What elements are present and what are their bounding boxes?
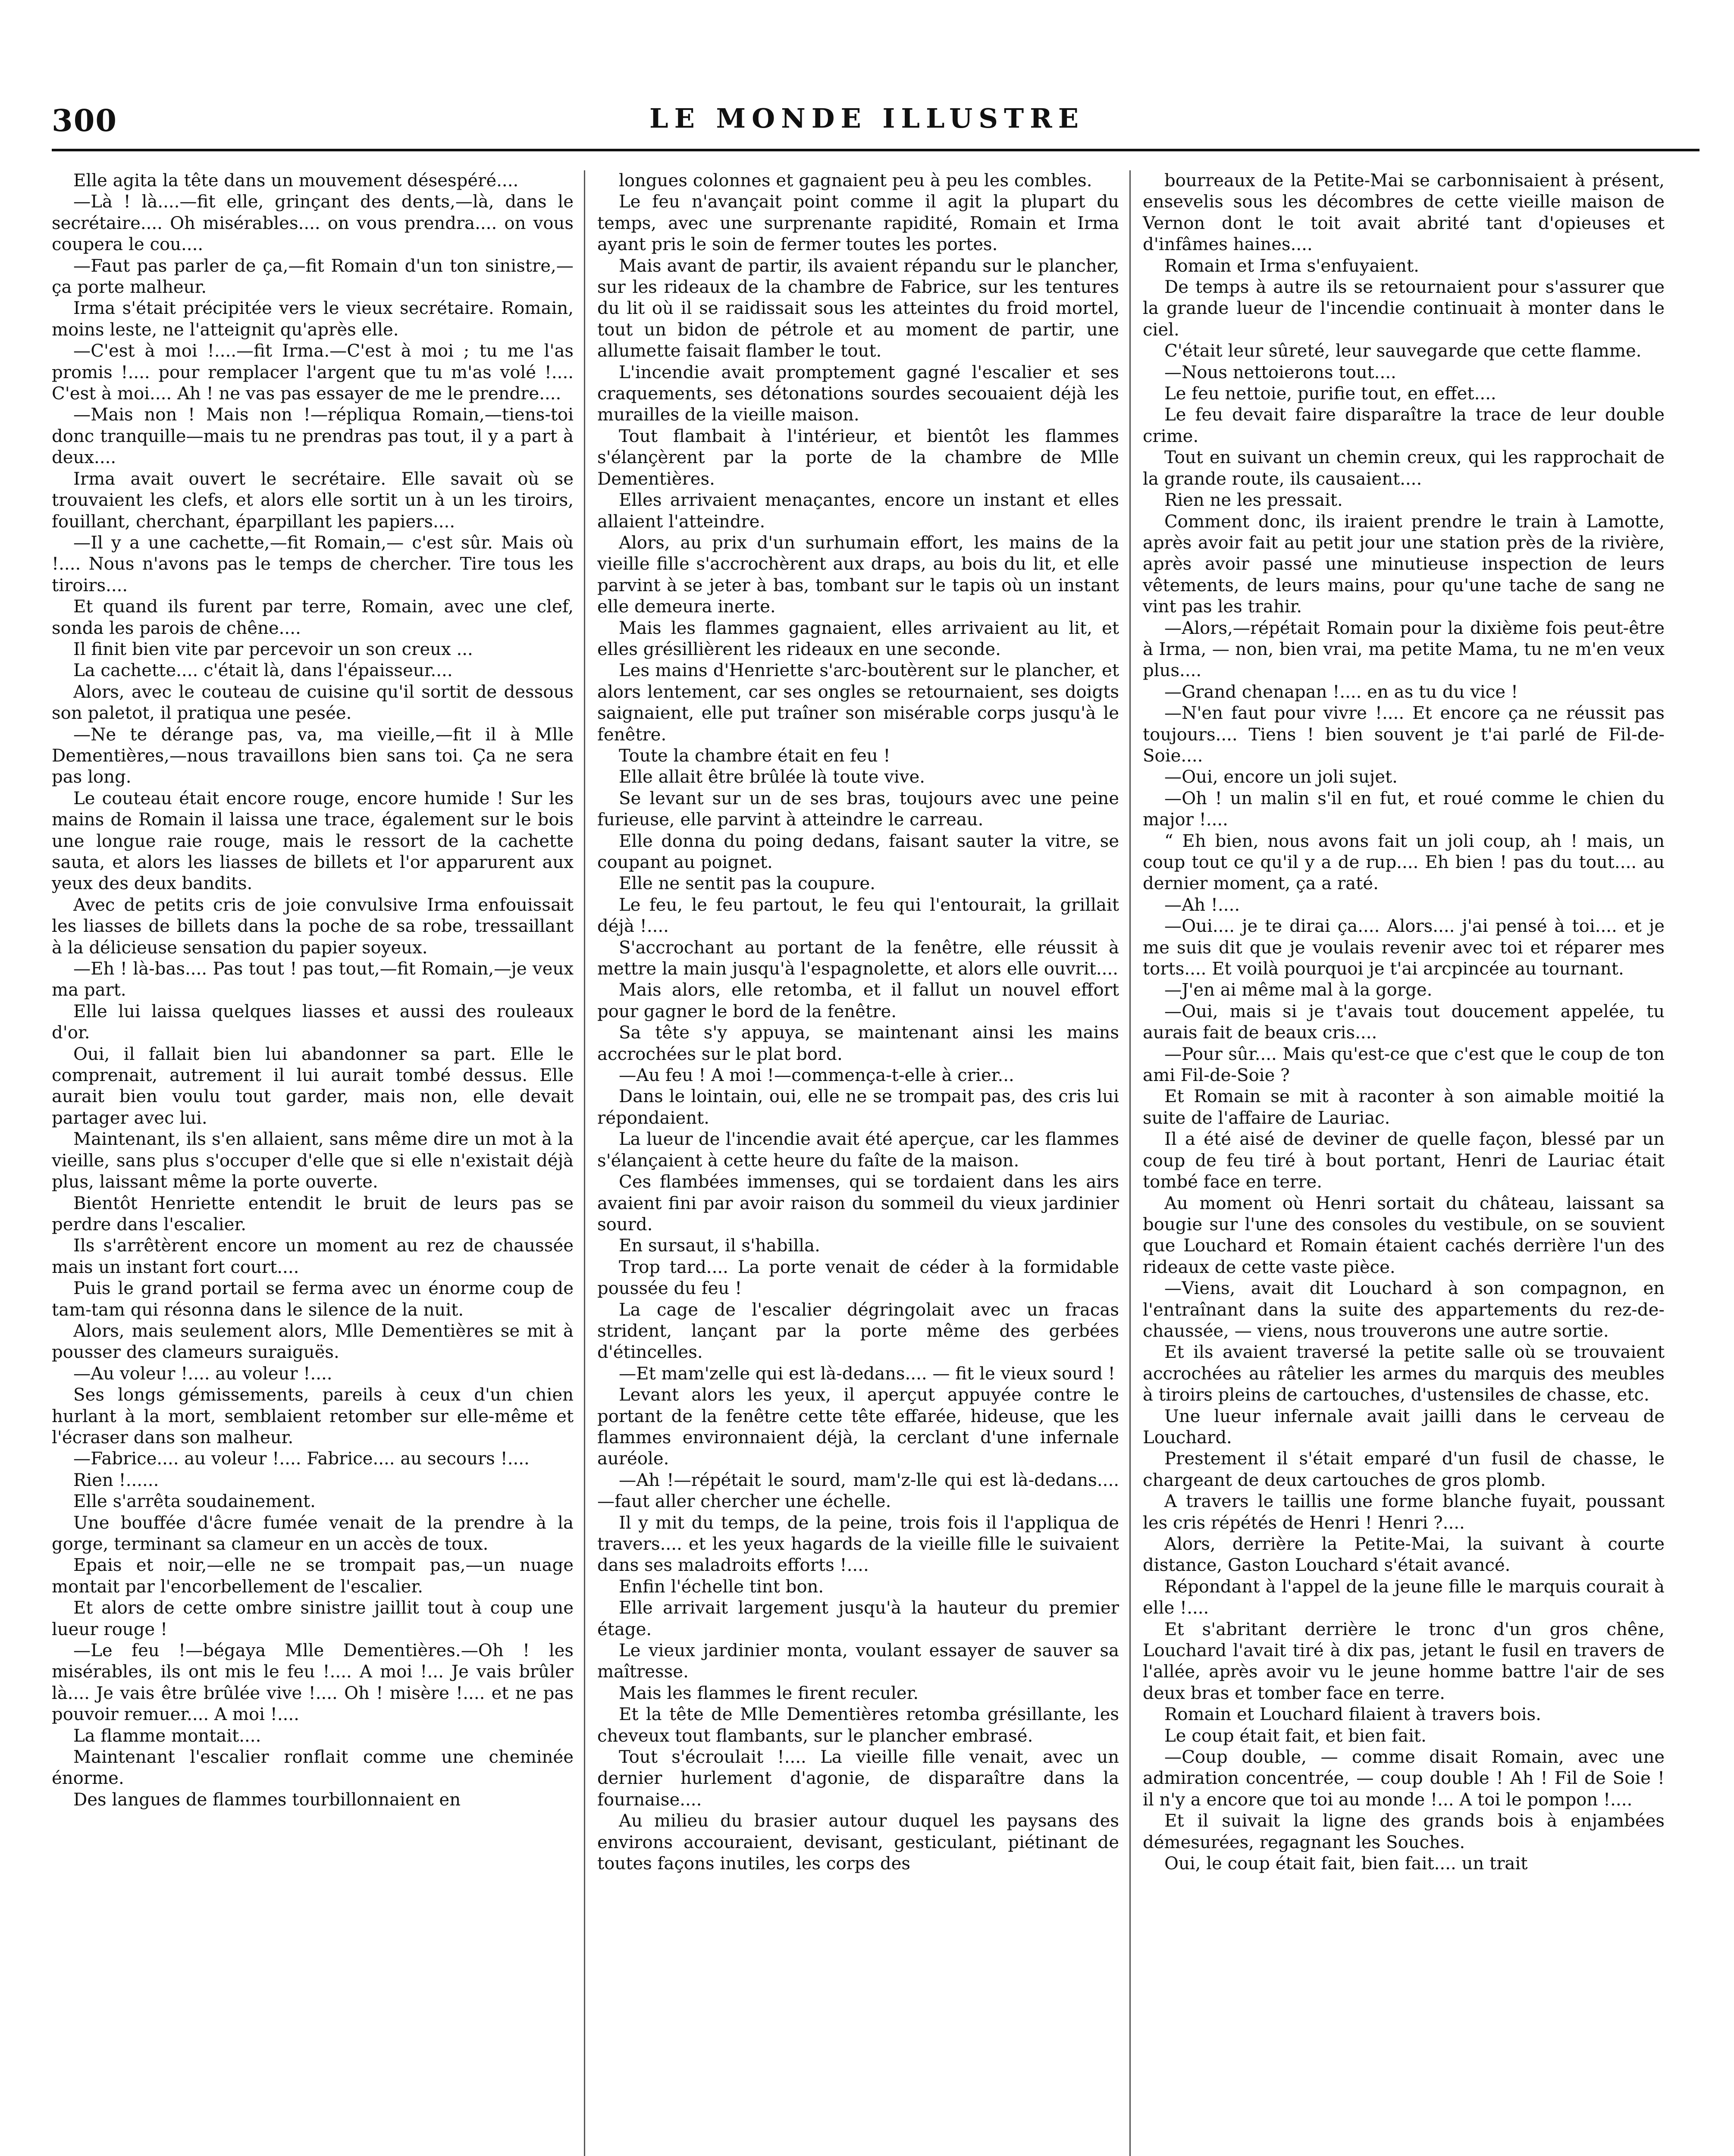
paragraph: La lueur de l'incendie avait été aperçue, car les flammes s'élançaient à cette heure du faîte de la maison.	[597, 1129, 1119, 1171]
paragraph: Elle arrivait largement jusqu'à la hauteur du premier étage.	[597, 1598, 1119, 1639]
running-head: LE MONDE ILLUSTRE	[649, 103, 1085, 134]
paragraph: Toute la chambre était en feu !	[619, 746, 891, 766]
text-column-1	[52, 170, 574, 1811]
paragraph: longues colonnes et gagnaient peu à peu les combles.	[619, 171, 1092, 191]
paragraph: Les mains d'Henriette s'arc-boutèrent sur le plancher, et alors lentement, car ses ongles se retournaient, ses doigts saignaient, elle put traîner son misérable corps jusqu'à le fenêtre.	[597, 661, 1119, 745]
paragraph: —Oui, encore un joli sujet.	[1164, 767, 1398, 787]
paragraph: Oui, le coup était fait, bien fait.... un trait	[1164, 1854, 1528, 1874]
paragraph: —Oh ! un malin s'il en fut, et roué comme le chien du major !....	[1143, 788, 1665, 830]
paragraph: —Au voleur !.... au voleur !....	[73, 1363, 332, 1384]
paragraph: —Nous nettoierons tout....	[1164, 362, 1396, 382]
paragraph: Il finit bien vite par percevoir un son creux ...	[73, 639, 473, 659]
text-column-3	[1143, 170, 1665, 1875]
paragraph: Elle allait être brûlée là toute vive.	[619, 767, 925, 787]
paragraph: Alors, avec le couteau de cuisine qu'il sortit de dessous son paletot, il pratiqua une pesée.	[52, 682, 574, 724]
paragraph: Et ils avaient traversé la petite salle où se trouvaient accrochées au râtelier les armes du marquis des meubles à tiroirs pleins de cartouches, d'ustensiles de chasse, etc.	[1143, 1342, 1665, 1405]
paragraph: “ Eh bien, nous avons fait un joli coup, ah ! mais, un coup tout ce qu'il y a de rup.... Eh bien ! pas du tout.... au dernier moment, ça a raté.	[1143, 831, 1665, 894]
paragraph: Irma avait ouvert le secrétaire. Elle savait où se trouvaient les clefs, et alors elle sortit un à un les tiroirs, fouillant, cherchant, éparpillant les papiers....	[52, 469, 574, 532]
paragraph: —N'en faut pour vivre !.... Et encore ça ne réussit pas toujours.... Tiens ! bien souvent je t'ai parlé de Fil-de-Soie....	[1143, 703, 1665, 766]
paragraph: —Il y a une cachette,—fit Romain,— c'est sûr. Mais où !.... Nous n'avons pas le temps de chercher. Tire tous les tiroirs....	[52, 533, 574, 595]
paragraph: Le feu nettoie, purifie tout, en effet....	[1164, 384, 1496, 404]
paragraph: —Oui, mais si je t'avais tout doucement appelée, tu aurais fait de beaux cris....	[1143, 1001, 1665, 1043]
paragraph: —Grand chenapan !.... en as tu du vice !	[1164, 682, 1518, 702]
column-rule-1	[584, 170, 585, 2156]
paragraph: Une bouffée d'âcre fumée venait de la prendre à la gorge, terminant sa clameur en un accès de toux.	[52, 1513, 574, 1554]
paragraph: Oui, il fallait bien lui abandonner sa part. Elle le comprenait, autrement il lui aurait tombé dessus. Elle aurait bien voulu tout garder, mais non, elle devait partager avec lui.	[52, 1044, 574, 1128]
paragraph: —C'est à moi !....—fit Irma.—C'est à moi ; tu me l'as promis !.... pour remplacer l'argent que tu m'as volé !.... C'est à moi.... Ah ! ne vas pas essayer de me le prendre....	[52, 341, 574, 404]
paragraph: —Mais non ! Mais non !—répliqua Romain,—tiens-toi donc tranquille—mais tu ne prendras pas tout, il y a part à deux....	[52, 405, 574, 468]
paragraph: Au moment où Henri sortait du château, laissant sa bougie sur l'une des consoles du vestibule, on se souvient que Louchard et Romain étaient cachés derrière l'un des rideaux de cette vaste pièce.	[1143, 1193, 1665, 1277]
paragraph: Ses longs gémissements, pareils à ceux d'un chien hurlant à la mort, semblaient retomber sur elle-même et l'écraser dans son malheur.	[52, 1385, 574, 1448]
paragraph: Bientôt Henriette entendit le bruit de leurs pas se perdre dans l'escalier.	[52, 1193, 574, 1235]
paragraph: —J'en ai même mal à la gorge.	[1164, 980, 1433, 1000]
text-column-2	[597, 170, 1119, 1875]
paragraph: Romain et Irma s'enfuyaient.	[1164, 256, 1419, 276]
paragraph: Le vieux jardinier monta, voulant essayer de sauver sa maîtresse.	[597, 1641, 1119, 1682]
paragraph: Alors, derrière la Petite-Mai, la suivant à courte distance, Gaston Louchard s'était avancé.	[1143, 1534, 1665, 1576]
paragraph: Trop tard.... La porte venait de céder à la formidable poussée du feu !	[597, 1257, 1119, 1299]
paragraph: C'était leur sûreté, leur sauvegarde que cette flamme.	[1164, 341, 1642, 361]
paragraph: Rien ne les pressait.	[1164, 490, 1343, 511]
paragraph: —Là ! là....—fit elle, grinçant des dents,—là, dans le secrétaire.... Oh misérables.... on vous prendra.... on vous coupera le cou....	[52, 192, 574, 255]
paragraph: Répondant à l'appel de la jeune fille le marquis courait à elle !....	[1143, 1576, 1665, 1618]
paragraph: Maintenant l'escalier ronflait comme une cheminée énorme.	[52, 1747, 574, 1789]
column-rule-2	[1129, 170, 1131, 2156]
paragraph: —Eh ! là-bas.... Pas tout ! pas tout,—fit Romain,—je veux ma part.	[52, 959, 574, 1000]
paragraph: Se levant sur un de ses bras, toujours avec une peine furieuse, elle parvint à atteindre le carreau.	[597, 788, 1119, 830]
paragraph: L'incendie avait promptement gagné l'escalier et ses craquements, ses détonations sourdes secouaient déjà les murailles de la vieille maison.	[597, 362, 1119, 425]
paragraph: Le feu, le feu partout, le feu qui l'entourait, la grillait déjà !....	[597, 895, 1119, 937]
paragraph: —Viens, avait dit Louchard à son compagnon, en l'entraînant dans la suite des appartements du rez-de-chaussée, — viens, nous trouverons une autre sortie.	[1143, 1279, 1665, 1341]
page-number: 300	[52, 103, 118, 138]
paragraph: La cage de l'escalier dégringolait avec un fracas strident, lançant par la porte même des gerbées d'étincelles.	[597, 1300, 1119, 1363]
paragraph: —Faut pas parler de ça,—fit Romain d'un ton sinistre,—ça porte malheur.	[52, 256, 574, 298]
paragraph: Levant alors les yeux, il aperçut appuyée contre le portant de la fenêtre cette tête effarée, hideuse, que les flammes environnaient déjà, la cerclant d'une infernale auréole.	[597, 1385, 1119, 1469]
paragraph: Dans le lointain, oui, elle ne se trompait pas, des cris lui répondaient.	[597, 1087, 1119, 1128]
paragraph: Et la tête de Mlle Dementières retomba grésillante, les cheveux tout flambants, sur le plancher embrasé.	[597, 1705, 1119, 1746]
paragraph: —Et mam'zelle qui est là-dedans.... — fit le vieux sourd !	[619, 1363, 1115, 1384]
paragraph: Ces flambées immenses, qui se tordaient dans les airs avaient fini par avoir raison du sommeil du vieux jardinier sourd.	[597, 1172, 1119, 1235]
paragraph: Elles arrivaient menaçantes, encore un instant et elles allaient l'atteindre.	[597, 490, 1119, 532]
paragraph: De temps à autre ils se retournaient pour s'assurer que la grande lueur de l'incendie continuait à monter dans le ciel.	[1143, 277, 1665, 340]
paragraph: Une lueur infernale avait jailli dans le cerveau de Louchard.	[1143, 1406, 1665, 1448]
paragraph: —Au feu ! A moi !—commença-t-elle à crier...	[619, 1065, 1014, 1086]
paragraph: Comment donc, ils iraient prendre le train à Lamotte, après avoir fait au petit jour une station près de la rivière, après avoir passé une minutieuse inspection de leurs vêtements, de leurs mains, pour qu'une tache de sang ne vint pas les trahir.	[1143, 511, 1665, 617]
paragraph: Il y mit du temps, de la peine, trois fois il l'appliqua de travers.... et les yeux hagards de la vieille fille le suivaient dans ses maladroits efforts !....	[597, 1513, 1119, 1576]
paragraph: Des langues de flammes tourbillonnaient en	[73, 1789, 461, 1810]
paragraph: En sursaut, il s'habilla.	[619, 1236, 820, 1256]
paragraph: Et il suivait la ligne des grands bois à enjambées démesurées, regagnant les Souches.	[1143, 1811, 1665, 1852]
paragraph: Tout s'écroulait !.... La vieille fille venait, avec un dernier hurlement d'agonie, de disparaître dans la fournaise....	[597, 1747, 1119, 1810]
paragraph: Et quand ils furent par terre, Romain, avec une clef, sonda les parois de chêne....	[52, 597, 574, 638]
paragraph: Tout flambait à l'intérieur, et bientôt les flammes s'élançèrent par la porte de la chambre de Mlle Dementières.	[597, 426, 1119, 489]
paragraph: —Pour sûr.... Mais qu'est-ce que c'est que le coup de ton ami Fil-de-Soie ?	[1143, 1044, 1665, 1086]
paragraph: S'accrochant au portant de la fenêtre, elle réussit à mettre la main jusqu'à l'espagnolette, et alors elle ouvrit....	[597, 937, 1119, 979]
paragraph: —Ah !....	[1164, 895, 1240, 915]
paragraph: Le coup était fait, et bien fait.	[1164, 1726, 1427, 1746]
paragraph: Et Romain se mit à raconter à son aimable moitié la suite de l'affaire de Lauriac.	[1143, 1087, 1665, 1128]
paragraph: Le couteau était encore rouge, encore humide ! Sur les mains de Romain il laissa une trace, également sur le bois une longue raie rouge, mais le ressort de la cachette sauta, et alors les liasses de billets et l'or apparurent aux yeux des deux bandits.	[52, 788, 574, 894]
paragraph: —Ne te dérange pas, va, ma vieille,—fit il à Mlle Dementières,—nous travaillons bien sans toi. Ça ne sera pas long.	[52, 724, 574, 787]
paragraph: Enfin l'échelle tint bon.	[619, 1576, 824, 1597]
paragraph: Prestement il s'était emparé d'un fusil de chasse, le chargeant de deux cartouches de gros plomb.	[1143, 1449, 1665, 1490]
paragraph: —Ah !—répétait le sourd, mam'z-lle qui est là-dedans....—faut aller chercher une échelle.	[597, 1470, 1119, 1512]
paragraph: Tout en suivant un chemin creux, qui les rapprochait de la grande route, ils causaient....	[1143, 448, 1665, 489]
paragraph: —Le feu !—bégaya Mlle Dementières.—Oh ! les misérables, ils ont mis le feu !.... A moi !... Je vais brûler là.... Je vais être brûlée vive !.... Oh ! misère !.... et ne pas pouvoir remuer.... A moi !....	[52, 1641, 574, 1725]
paragraph: Maintenant, ils s'en allaient, sans même dire un mot à la vieille, sans plus s'occuper d'elle que si elle n'existait déjà plus, laissant même la porte ouverte.	[52, 1129, 574, 1192]
paragraph: Et alors de cette ombre sinistre jaillit tout à coup une lueur rouge !	[52, 1598, 574, 1639]
paragraph: Ils s'arrêtèrent encore un moment au rez de chaussée mais un instant fort court....	[52, 1236, 574, 1277]
paragraph: Elle ne sentit pas la coupure.	[619, 874, 875, 894]
paragraph: La flamme montait....	[73, 1726, 261, 1746]
paragraph: Irma s'était précipitée vers le vieux secrétaire. Romain, moins leste, ne l'atteignit qu'après elle.	[52, 298, 574, 340]
paragraph: Romain et Louchard filaient à travers bois.	[1164, 1705, 1541, 1725]
paragraph: Au milieu du brasier autour duquel les paysans des environs accouraient, devisant, gesticulant, piétinant de toutes façons inutiles, les corps des	[597, 1811, 1119, 1874]
paragraph: —Oui.... je te dirai ça.... Alors.... j'ai pensé à toi.... et je me suis dit que je voulais revenir avec toi et réparer mes torts.... Et voilà pourquoi je t'ai arcpincée au tournant.	[1143, 916, 1665, 979]
paragraph: Alors, mais seulement alors, Mlle Dementières se mit à pousser des clameurs suraiguës.	[52, 1321, 574, 1363]
paragraph: Puis le grand portail se ferma avec un énorme coup de tam-tam qui résonna dans le silence de la nuit.	[52, 1279, 574, 1320]
paragraph: Elle s'arrêta soudainement.	[73, 1492, 316, 1512]
paragraph: Le feu devait faire disparaître la trace de leur double crime.	[1143, 405, 1665, 446]
paragraph: Elle donna du poing dedans, faisant sauter la vitre, se coupant au poignet.	[597, 831, 1119, 872]
paragraph: Il a été aisé de deviner de quelle façon, blessé par un coup de feu tiré à bout portant, Henri de Lauriac était tombé face en terre.	[1143, 1129, 1665, 1192]
paragraph: A travers le taillis une forme blanche fuyait, poussant les cris répétés de Henri ! Henri ?....	[1143, 1492, 1665, 1533]
paragraph: —Coup double, — comme disait Romain, avec une admiration concentrée, — coup double ! Ah ! Fil de Soie ! il n'y a encore que toi au monde !... A toi le pompon !....	[1143, 1747, 1665, 1810]
paragraph: Mais alors, elle retomba, et il fallut un nouvel effort pour gagner le bord de la fenêtre.	[597, 980, 1119, 1022]
paragraph: Et s'abritant derrière le tronc d'un gros chêne, Louchard l'avait tiré à dix pas, jetant le fusil en travers de l'allée, après avoir vu le jeune homme battre l'air de ses deux bras et tomber face en terre.	[1143, 1619, 1665, 1703]
paragraph: —Alors,—répétait Romain pour la dixième fois peut-être à Irma, — non, bien vrai, ma petite Mama, tu ne m'en veux plus....	[1143, 618, 1665, 681]
paragraph: Mais les flammes gagnaient, elles arrivaient au lit, et elles grésillièrent les rideaux en une seconde.	[597, 618, 1119, 659]
paragraph: Rien !......	[73, 1470, 159, 1490]
paragraph: Sa tête s'y appuya, se maintenant ainsi les mains accrochées sur le plat bord.	[597, 1023, 1119, 1064]
paragraph: Elle agita la tête dans un mouvement désespéré....	[73, 171, 519, 191]
paragraph: Le feu n'avançait point comme il agit la plupart du temps, avec une surprenante rapidité, Romain et Irma ayant pris le soin de fermer toutes les portes.	[597, 192, 1119, 255]
paragraph: Alors, au prix d'un surhumain effort, les mains de la vieille fille s'accrochèrent aux draps, au bois du lit, et elle parvint à se jeter à bas, tombant sur le tapis où un instant elle demeura inerte.	[597, 533, 1119, 617]
paragraph: Elle lui laissa quelques liasses et aussi des rouleaux d'or.	[52, 1001, 574, 1043]
header-rule	[52, 149, 1700, 151]
paragraph: Epais et noir,—elle ne se trompait pas,—un nuage montait par l'encorbellement de l'escalier.	[52, 1555, 574, 1597]
paragraph: bourreaux de la Petite-Mai se carbonnisaient à présent, ensevelis sous les décombres de cette vieille maison de Vernon dont le toit avait abrité tant d'opieuses et d'infâmes haines....	[1143, 171, 1665, 255]
paragraph: —Fabrice.... au voleur !.... Fabrice.... au secours !....	[73, 1449, 530, 1469]
paragraph: Mais les flammes le firent reculer.	[619, 1683, 919, 1703]
paragraph: Mais avant de partir, ils avaient répandu sur le plancher, sur les rideaux de la chambre de Fabrice, sur les tentures du lit où il se raidissait sous les atteintes du froid mortel, tout un bidon de pétrole et au moment de partir, une allumette faisait flamber le tout.	[597, 256, 1119, 361]
paragraph: La cachette.... c'était là, dans l'épaisseur....	[73, 661, 453, 681]
paragraph: Avec de petits cris de joie convulsive Irma enfouissait les liasses de billets dans la poche de sa robe, tressaillant à la délicieuse sensation du papier soyeux.	[52, 895, 574, 958]
